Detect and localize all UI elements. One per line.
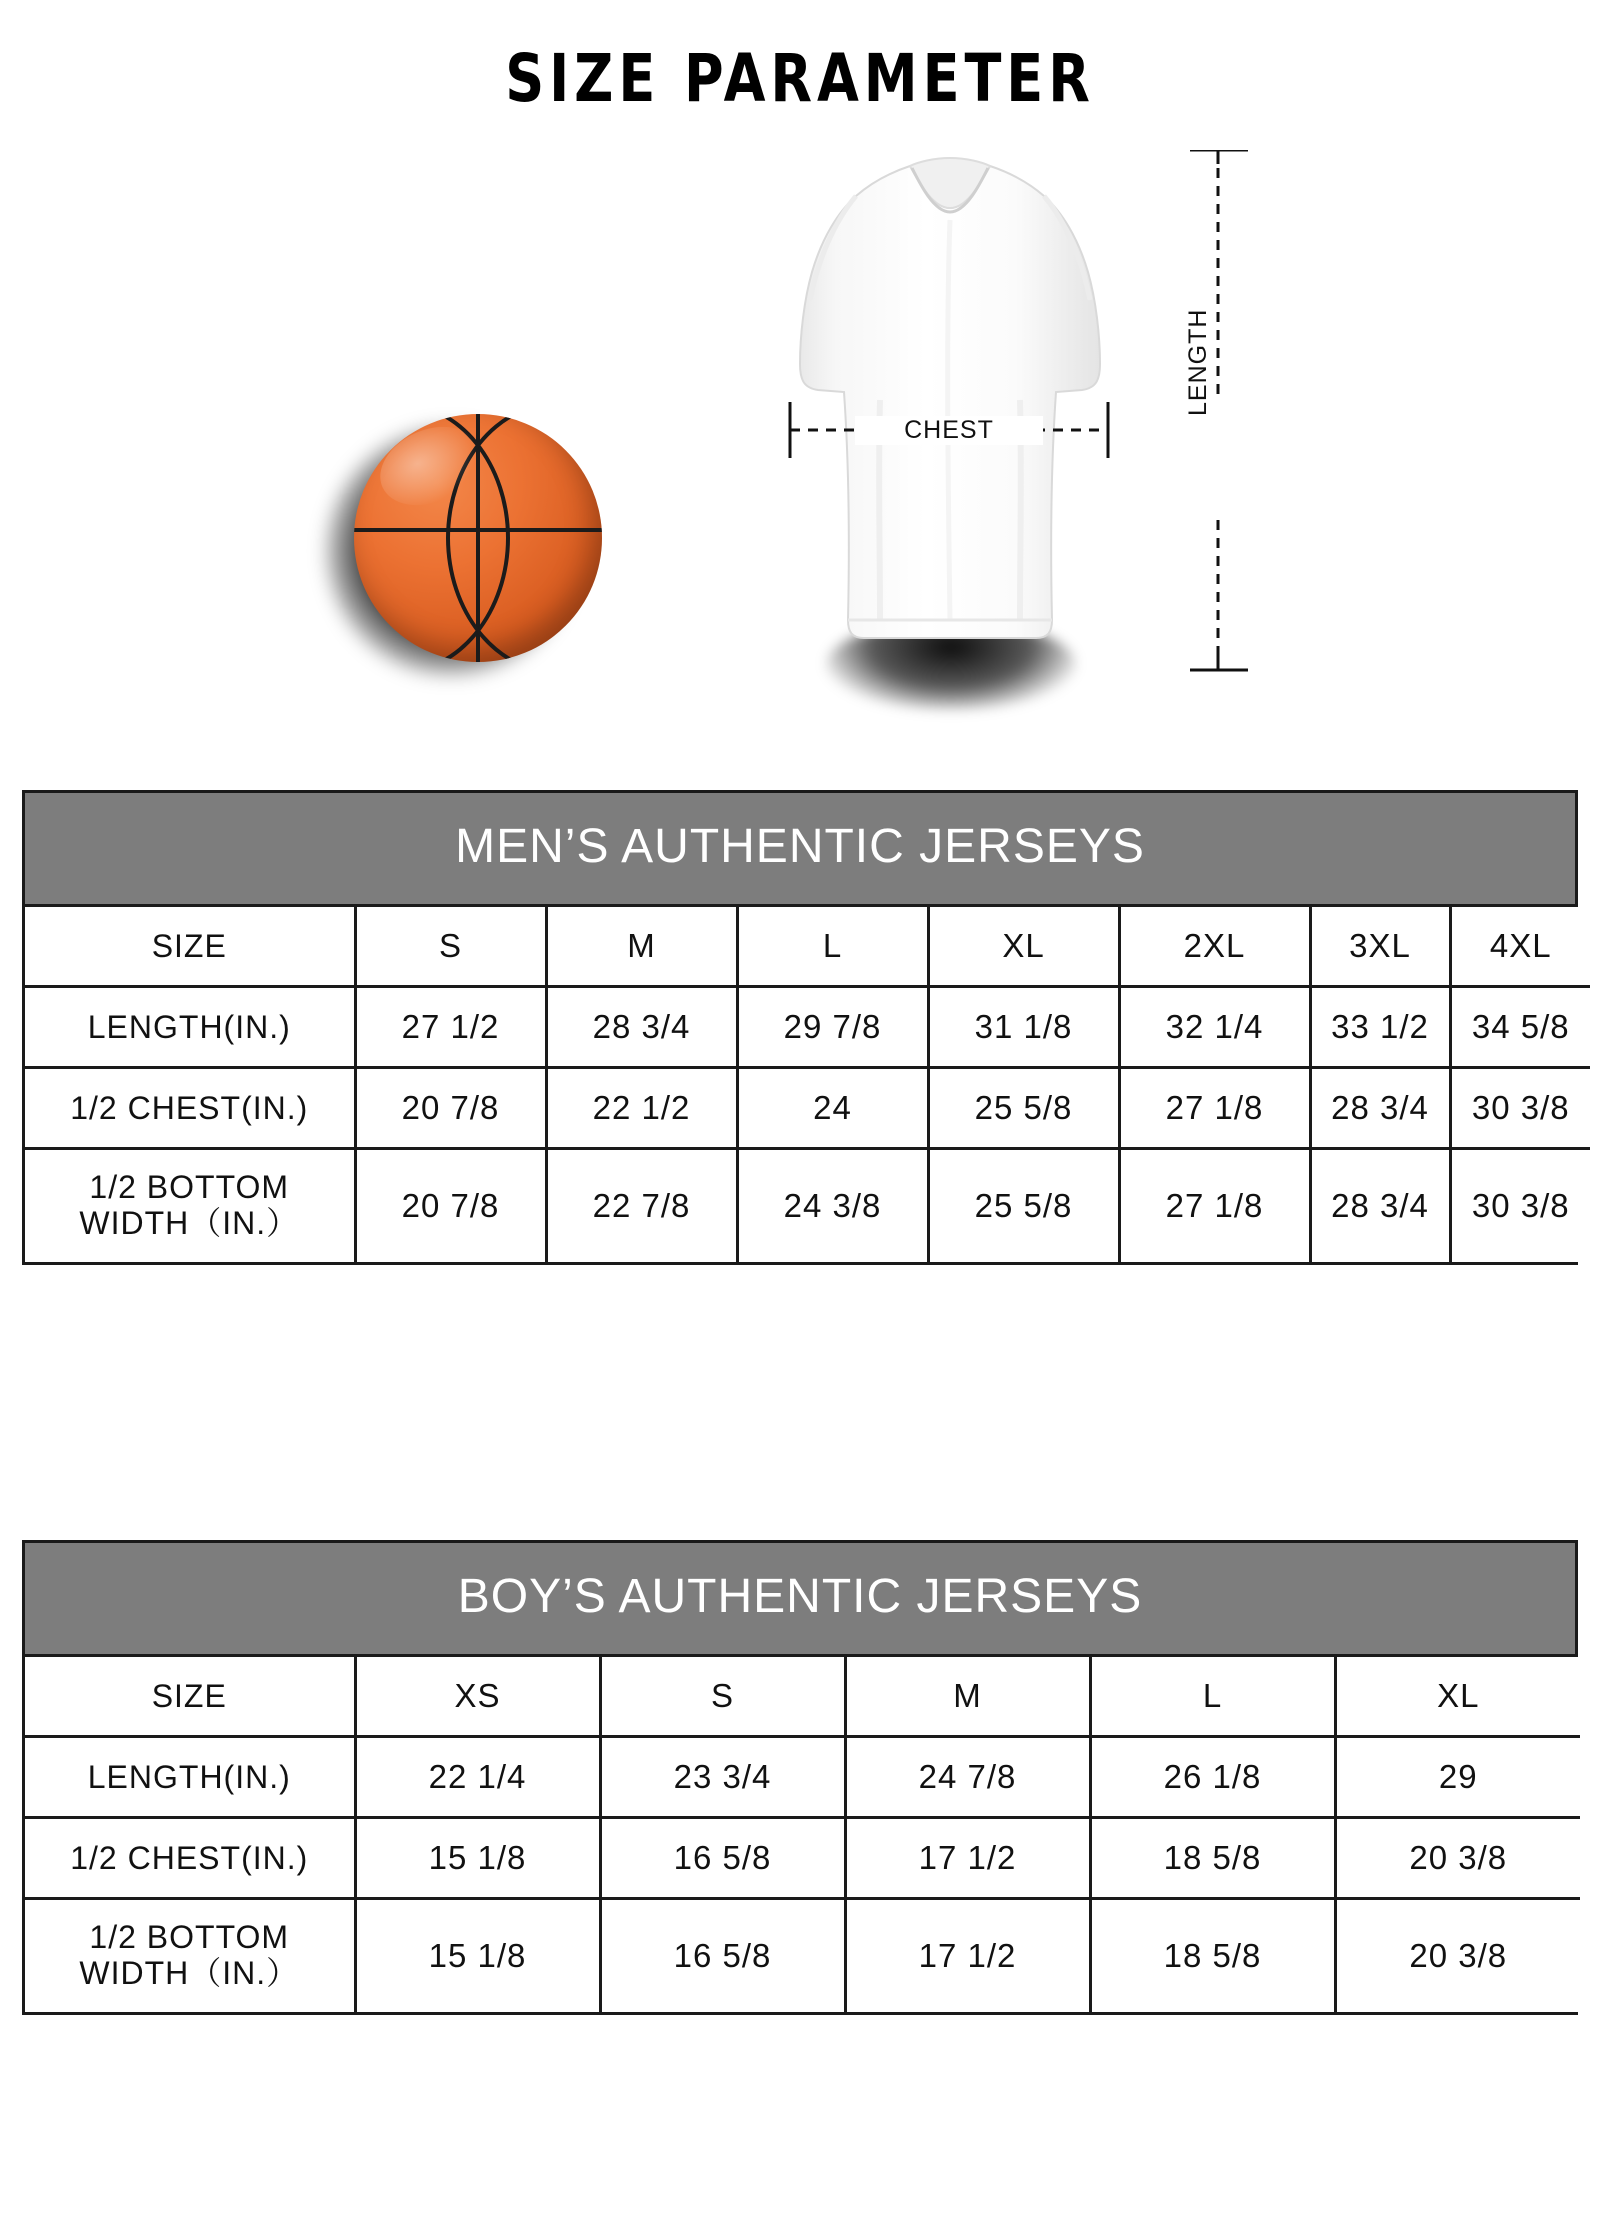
table-cell: 20 3/8	[1335, 1818, 1580, 1899]
table-cell: 16 5/8	[600, 1818, 845, 1899]
column-header: 2XL	[1119, 907, 1310, 987]
mens-table-heading: MEN’S AUTHENTIC JERSEYS	[25, 793, 1575, 907]
table-cell: 20 3/8	[1335, 1899, 1580, 2012]
table-cell: 18 5/8	[1090, 1899, 1335, 2012]
column-header: L	[1090, 1657, 1335, 1737]
mens-size-table	[25, 907, 1590, 1262]
table-cell: 33 1/2	[1310, 987, 1450, 1068]
table-cell: 23 3/4	[600, 1737, 845, 1818]
column-header: 3XL	[1310, 907, 1450, 987]
chest-dimension-label: CHEST	[855, 416, 1043, 445]
table-cell: 27 1/8	[1119, 1068, 1310, 1149]
boys-size-table	[25, 1657, 1580, 2012]
column-header: M	[845, 1657, 1090, 1737]
table-cell: 15 1/8	[355, 1899, 600, 2012]
boys-table-heading: BOY’S AUTHENTIC JERSEYS	[25, 1543, 1575, 1657]
row-label-line2: WIDTH（IN.）	[79, 1954, 300, 1991]
row-label-line1: 1/2 BOTTOM	[89, 1919, 290, 1955]
table-cell: 34 5/8	[1450, 987, 1590, 1068]
table-cell: 24 7/8	[845, 1737, 1090, 1818]
illustration-area	[0, 150, 1600, 770]
table-cell: 30 3/8	[1450, 1149, 1590, 1262]
table-row	[25, 1818, 1580, 1899]
table-cell: 17 1/2	[845, 1899, 1090, 2012]
column-header: XL	[928, 907, 1119, 987]
length-dimension-label: LENGTH	[1182, 305, 1215, 420]
table-cell: 28 3/4	[1310, 1149, 1450, 1262]
table-cell: 28 3/4	[546, 987, 737, 1068]
table-row	[25, 1149, 1590, 1262]
dimension-lines	[0, 150, 1600, 770]
table-cell: 16 5/8	[600, 1899, 845, 2012]
column-header: S	[355, 907, 546, 987]
column-header: SIZE	[25, 907, 355, 987]
mens-size-table-block	[22, 790, 1578, 1265]
table-cell: 25 5/8	[928, 1149, 1119, 1262]
table-cell: 18 5/8	[1090, 1818, 1335, 1899]
table-cell: 28 3/4	[1310, 1068, 1450, 1149]
row-label: LENGTH(IN.)	[25, 987, 355, 1068]
row-label: 1/2 CHEST(IN.)	[25, 1068, 355, 1149]
row-label: LENGTH(IN.)	[25, 1737, 355, 1818]
table-cell: 22 1/2	[546, 1068, 737, 1149]
table-cell: 20 7/8	[355, 1068, 546, 1149]
table-cell: 15 1/8	[355, 1818, 600, 1899]
row-label	[25, 1899, 355, 2012]
row-label-line1: 1/2 BOTTOM	[89, 1169, 290, 1205]
table-cell: 22 7/8	[546, 1149, 737, 1262]
table-cell: 25 5/8	[928, 1068, 1119, 1149]
page-title: SIZE PARAMETER	[505, 40, 1095, 117]
table-cell: 20 7/8	[355, 1149, 546, 1262]
row-label-line2: WIDTH（IN.）	[79, 1204, 300, 1241]
column-header: SIZE	[25, 1657, 355, 1737]
column-header: S	[600, 1657, 845, 1737]
table-cell: 29 7/8	[737, 987, 928, 1068]
table-cell: 24	[737, 1068, 928, 1149]
row-label	[25, 1149, 355, 1262]
row-label: 1/2 CHEST(IN.)	[25, 1818, 355, 1899]
table-row	[25, 1737, 1580, 1818]
table-cell: 27 1/2	[355, 987, 546, 1068]
column-header: XL	[1335, 1657, 1580, 1737]
table-row-header	[25, 907, 1590, 987]
table-cell: 30 3/8	[1450, 1068, 1590, 1149]
column-header: M	[546, 907, 737, 987]
table-cell: 17 1/2	[845, 1818, 1090, 1899]
table-cell: 24 3/8	[737, 1149, 928, 1262]
column-header: 4XL	[1450, 907, 1590, 987]
table-row	[25, 1068, 1590, 1149]
table-cell: 29	[1335, 1737, 1580, 1818]
table-cell: 26 1/8	[1090, 1737, 1335, 1818]
table-cell: 32 1/4	[1119, 987, 1310, 1068]
table-cell: 22 1/4	[355, 1737, 600, 1818]
table-cell: 27 1/8	[1119, 1149, 1310, 1262]
boys-size-table-block	[22, 1540, 1578, 2015]
table-row	[25, 1899, 1580, 2012]
column-header: XS	[355, 1657, 600, 1737]
table-row-header	[25, 1657, 1580, 1737]
table-row	[25, 987, 1590, 1068]
column-header: L	[737, 907, 928, 987]
table-cell: 31 1/8	[928, 987, 1119, 1068]
